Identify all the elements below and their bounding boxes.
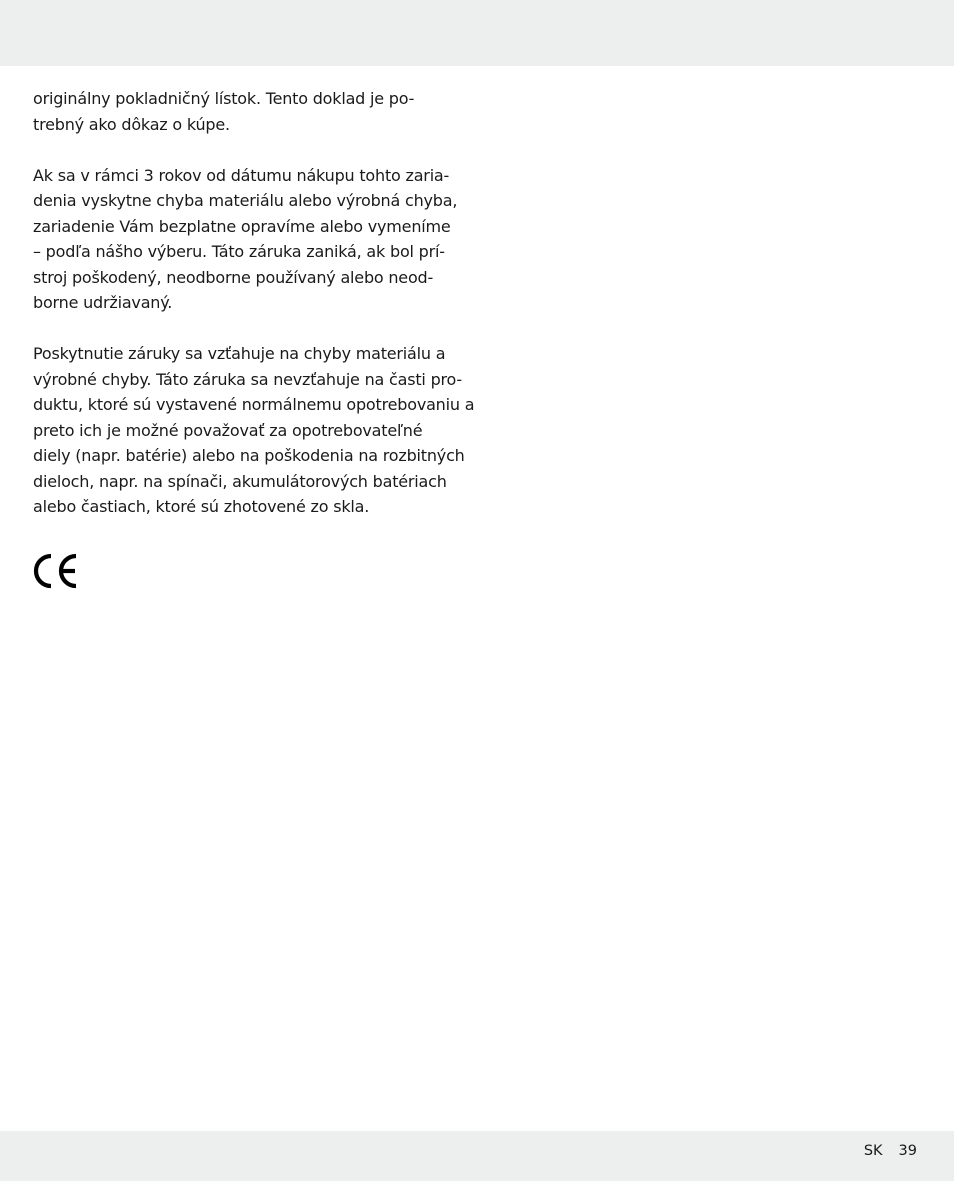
text-line: alebo častiach, ktoré sú zhotovené zo skla. — [33, 497, 370, 516]
language-code: SK — [863, 1143, 883, 1159]
ce-mark-icon — [32, 553, 80, 589]
text-line: zariadenie Vám bezplatne opravíme alebo vymeníme — [33, 216, 451, 236]
page-footer — [864, 1141, 917, 1161]
text-line: stroj poškodený, neodborne používaný alebo neod- — [33, 267, 434, 287]
text-line: výrobné chyby. Táto záruka sa nevzťahuje na časti pro- — [33, 369, 463, 389]
paragraph-receipt — [33, 86, 473, 137]
text-line: duktu, ktoré sú vystavené normálnemu opotrebovaniu a — [33, 395, 475, 414]
paragraph-warranty-terms — [33, 163, 473, 316]
text-line: trebný ako dôkaz o kúpe. — [33, 114, 230, 134]
paragraph-warranty-scope — [33, 341, 473, 520]
text-line: Poskytnutie záruky sa vzťahuje na chyby materiálu a — [33, 344, 446, 363]
text-line: preto ich je možné považovať za opotrebovateľné — [33, 420, 423, 440]
text-line: borne udržiavaný. — [33, 293, 173, 312]
page-number: 39 — [898, 1143, 917, 1159]
text-line: Ak sa v rámci 3 rokov od dátumu nákupu tohto zaria- — [33, 165, 450, 185]
footer-band — [0, 1131, 954, 1181]
header-band — [0, 0, 954, 66]
document-body — [33, 86, 473, 520]
text-line: – podľa nášho výberu. Táto záruka zaniká, ak bol prí- — [33, 242, 445, 261]
text-line: diely (napr. batérie) alebo na poškodenia na rozbitných — [33, 446, 465, 465]
text-line: denia vyskytne chyba materiálu alebo výrobná chyba, — [33, 191, 458, 210]
paragraph-spacer — [33, 137, 473, 163]
paragraph-spacer — [33, 316, 473, 342]
text-line: dieloch, napr. na spínači, akumulátorových batériach — [33, 471, 447, 491]
text-line: originálny pokladničný lístok. Tento doklad je po- — [33, 89, 415, 108]
